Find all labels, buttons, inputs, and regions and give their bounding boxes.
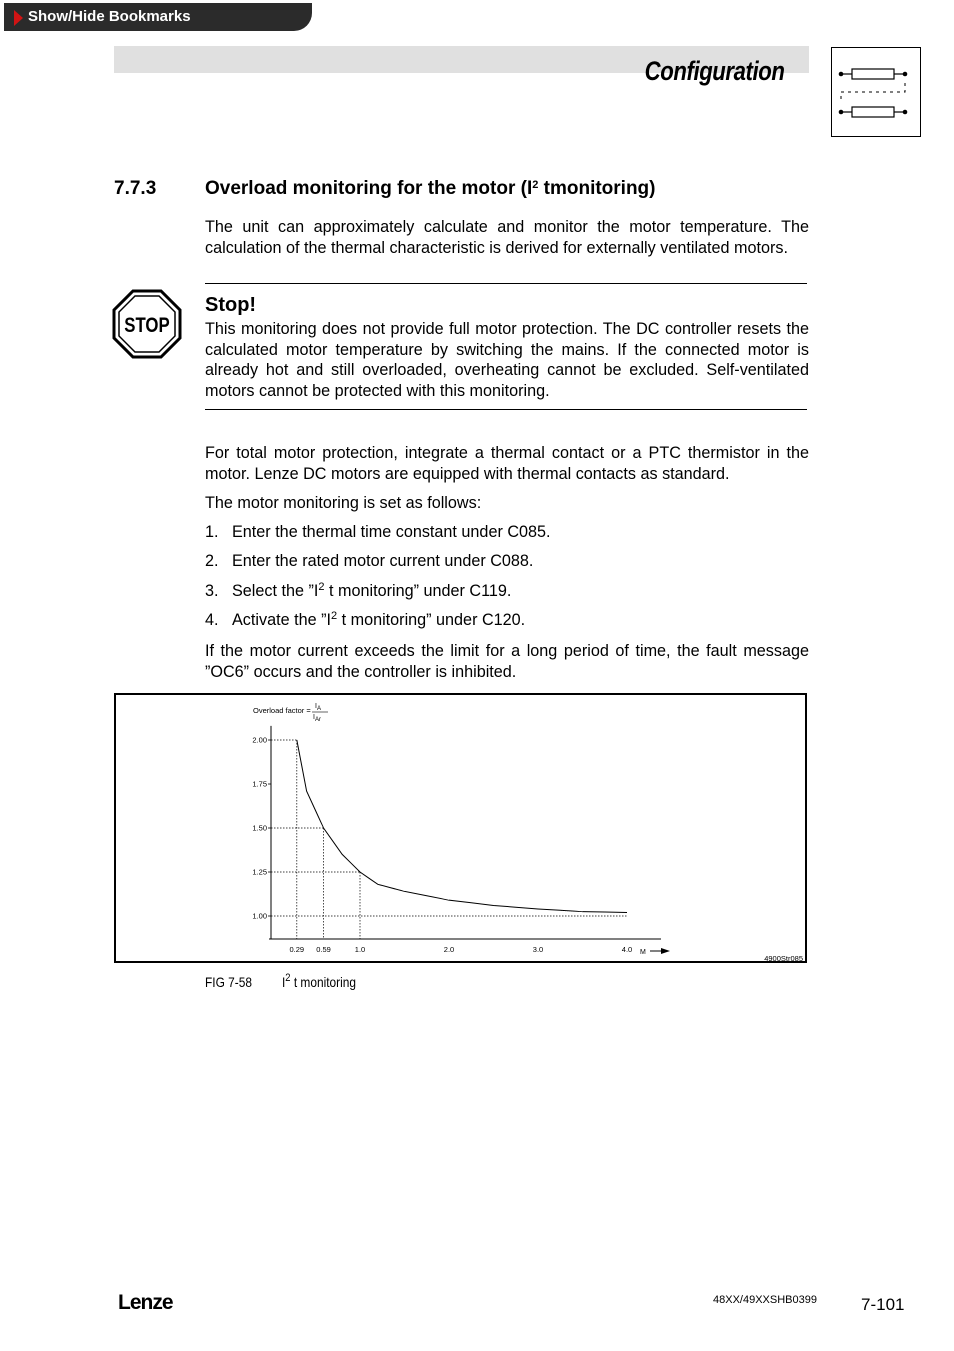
brand-logo: Lenze [118,1291,173,1314]
y-axis-fraction-denominator: IAr [313,714,321,723]
x-tick-label: 0.59 [316,945,331,954]
section-title: Overload monitoring for the motor ($I^2$ tmonitoring) [205,178,656,199]
step-text: Activate the $”I^2$ t monitoring” under C120. [232,610,526,629]
x-tick-label: 4.0 [621,945,633,954]
figure-frame [114,693,807,963]
y-tick-label: 1.25 [252,867,267,877]
step-number: 3. [205,582,219,600]
warning-title: Stop! [205,294,257,316]
stop-sign-icon [112,289,182,359]
figure-caption-number: FIG 7-58 [205,974,252,990]
divider [205,283,807,284]
warning-text: This monitoring does not provide full motor protection. The DC controller resets the calculated motor temperature by switching the mains. If the connected motor is already hot and still overloaded, overheating cannot be excluded. Self-ventilated motors cannot be protected with this monitoring. [205,320,809,400]
page-number: 7-101 [861,1295,905,1314]
intro-paragraph: The unit can approximately calculate and monitor the motor temperature. The calculation of the thermal characteristic is derived for externally ventilated motors. [205,218,809,257]
x-tick-label: 3.0 [532,945,544,954]
step-number: 4. [205,611,219,629]
overload-curve [297,740,627,912]
figure-caption-text: $I^2$ t monitoring [282,972,357,990]
setup-paragraph: The motor monitoring is set as follows: [205,494,482,512]
step-number: 1. [205,523,219,541]
x-tick-label: 0.29 [289,945,305,954]
step-text: Select the $”I^2$ t monitoring” under C119. [232,581,512,600]
y-axis-fraction-numerator: IA [315,703,321,712]
show-hide-bookmarks-button[interactable] [4,3,312,31]
protection-paragraph: For total motor protection, integrate a thermal contact or a PTC thermistor in the motor. Lenze DC motors are equipped with thermal contacts as standard. [205,444,809,483]
x-axis-arrow-icon [661,948,670,954]
bookmark-arrow-icon [14,10,23,26]
y-axis-label: Overload factor = [253,706,311,715]
document-code: 48XX/49XXSHB0399 [713,1294,817,1306]
page-header-title: Configuration [644,56,784,86]
y-tick-label: 2.00 [252,735,267,745]
section-number: 7.7.3 [114,178,157,199]
x-axis-label: M [640,949,646,956]
y-tick-label: 1.00 [252,911,267,921]
overload-chart [116,695,805,961]
step-text: Enter the thermal time constant under C085. [232,523,551,541]
divider [205,409,807,410]
show-hide-bookmarks-label: Show/Hide Bookmarks [28,8,191,25]
fault-paragraph: If the motor current exceeds the limit for a long period of time, the fault message ”OC6” occurs and the controller is inhibited. [205,642,809,681]
circuit-diagram-icon [831,47,921,137]
step-number: 2. [205,552,219,570]
y-tick-label: 1.50 [252,823,267,833]
step-text: Enter the rated motor current under C088. [232,552,534,570]
stop-sign-text: STOP [124,314,170,338]
x-tick-label: 2.0 [443,945,455,954]
x-tick-label: 1.0 [354,945,366,954]
figure-code: 4900Str085 [764,954,803,961]
y-tick-label: 1.75 [252,779,267,789]
